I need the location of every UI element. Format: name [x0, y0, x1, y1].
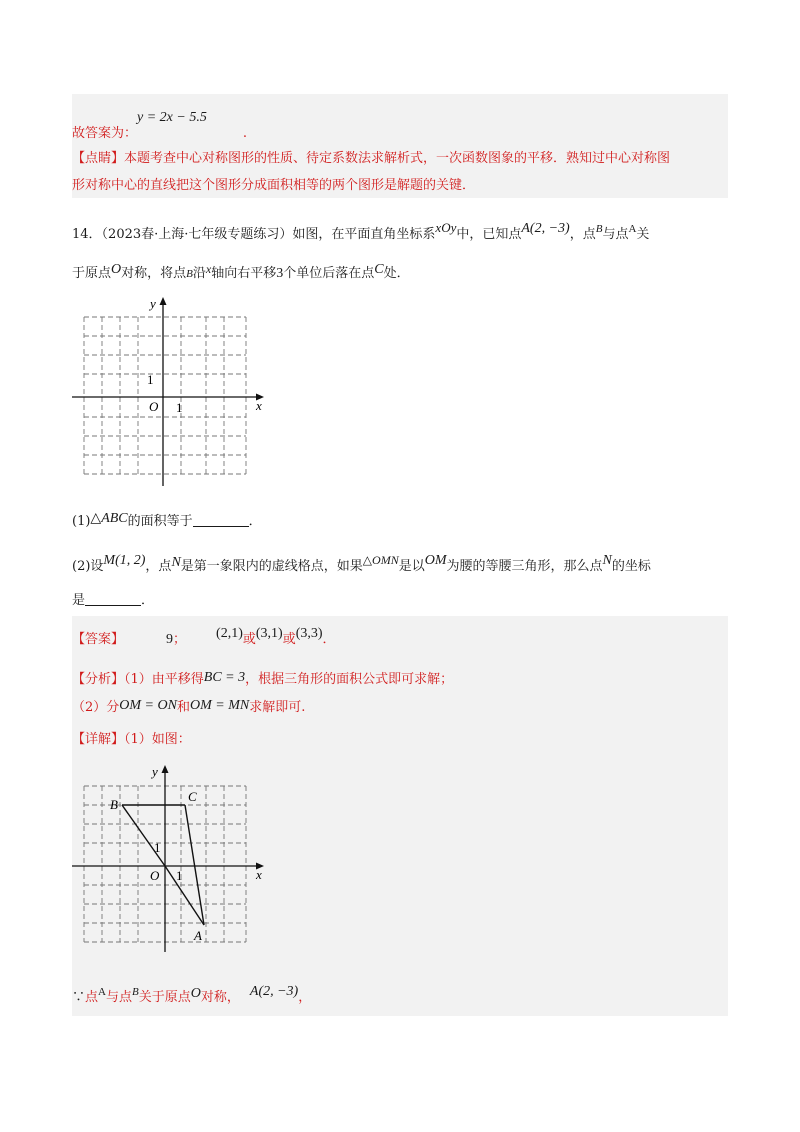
question-line-1: [72, 218, 649, 245]
prev-answer-formula: y = 2x − 5.5: [137, 110, 207, 125]
final-origin: O: [190, 986, 201, 1001]
question-text: 关: [636, 227, 650, 242]
question-text: 如图，在平面直角坐标系: [292, 227, 436, 242]
answer-or-2: 或: [282, 632, 296, 647]
tick-one-x: 1: [176, 400, 183, 415]
prev-solution-box: [72, 94, 728, 198]
detail-text: （1）如图：: [124, 732, 191, 747]
analysis-text: （2）分: [72, 700, 120, 715]
tick-one-y: 1: [154, 840, 161, 855]
bc-equation: BC = 3: [203, 670, 246, 685]
point-b-label: B: [110, 797, 118, 812]
segment-bo: [122, 805, 165, 866]
analysis-text: （1）由平移得: [124, 672, 204, 687]
grid-lines: [84, 317, 246, 474]
prev-answer-prefix: 故答案为：: [72, 126, 138, 141]
origin-label: O: [149, 399, 159, 414]
triangle-omn: △OMN: [362, 553, 399, 567]
question-text: 个单位后落在点: [283, 266, 375, 281]
origin-symbol: O: [111, 262, 122, 277]
analysis-line-1: [72, 668, 453, 690]
final-point-a: A: [98, 986, 106, 998]
prev-answer-suffix: .: [242, 126, 247, 141]
point-n-symbol: N: [171, 555, 181, 570]
point-b-symbol: B: [595, 223, 603, 235]
part2-line-2: [72, 591, 154, 611]
y-axis-label: y: [150, 296, 156, 311]
question-text: 对称，将点: [121, 266, 187, 281]
detail-line: [72, 730, 191, 750]
answer-value-1: 9: [166, 632, 174, 647]
point-c-symbol: C: [374, 262, 384, 277]
question-text: 中，已知点: [456, 227, 522, 242]
dianjing-text-2: 形对称中心的直线把这个图形分成面积相等的两个图形是解题的关键．: [72, 178, 476, 193]
x-axis-symbol: x: [205, 262, 212, 276]
question-text: 轴向右平移: [211, 266, 277, 281]
question-line-2: [72, 259, 410, 284]
point-a-label: A: [194, 928, 202, 943]
x-axis-label: x: [256, 867, 262, 882]
point-a-coord: A(2, −3): [521, 221, 570, 236]
part2-text: 为腰的等腰三角形，那么点: [446, 559, 603, 574]
answer-blank-2: [85, 591, 141, 606]
dianjing-line-1: [72, 149, 670, 169]
part2-line-1: [72, 550, 651, 577]
origin-label: O: [150, 868, 160, 883]
triangle-abc: △ABC: [90, 511, 128, 526]
answer-point-2: (3,1): [255, 626, 283, 641]
final-text: 点: [85, 990, 99, 1005]
grid-figure-1: [70, 296, 270, 486]
question-text: ，点: [569, 227, 596, 242]
answer-or-1: 或: [242, 632, 256, 647]
part2-text: 是以: [398, 559, 425, 574]
part2-prefix: (2)设: [72, 559, 104, 574]
analysis-text: ，根据三角形的面积公式即可求解；: [245, 672, 454, 687]
detail-label: 【详解】: [72, 732, 125, 747]
om-on-equation: OM = ON: [119, 698, 177, 713]
x-axis-label: x: [256, 398, 262, 413]
tick-one-x: 1: [176, 868, 183, 883]
dianjing-text-1: 本题考查中心对称图形的性质、待定系数法求解析式，一次函数图象的平移．熟知过中心对称图: [124, 151, 671, 166]
point-b-symbol-2: B: [186, 268, 193, 280]
point-m-coord: M(1, 2): [103, 553, 146, 568]
final-line: [72, 982, 311, 1008]
tick-one-y: 1: [147, 372, 154, 387]
y-axis-arrow: [160, 297, 167, 305]
part2-end: ．: [141, 593, 155, 608]
answer-point-3: (3,3): [295, 626, 323, 641]
part1-end: ．: [248, 514, 262, 529]
om-mn-equation: OM = MN: [189, 698, 250, 713]
dianjing-line-2: [72, 176, 475, 196]
question-text: 沿: [192, 266, 206, 281]
answer-line: [72, 624, 336, 650]
point-a-symbol: A: [628, 223, 637, 235]
analysis-line-2: [72, 696, 305, 718]
part2-text: 的坐标: [611, 559, 651, 574]
final-point-a-coord: A(2, −3): [249, 984, 299, 999]
final-text: 关于原点: [138, 990, 191, 1005]
dianjing-label: 【点睛】: [72, 151, 125, 166]
because-symbol: ∵: [72, 990, 86, 1005]
analysis-label: 【分析】: [72, 672, 125, 687]
xoy-symbol: xOy: [435, 220, 457, 235]
part2-text: ，点: [145, 559, 172, 574]
solution-box: [72, 616, 728, 1016]
segment-ca: [185, 805, 204, 925]
final-point-b: B: [132, 986, 139, 998]
om-symbol: OM: [424, 553, 447, 568]
grid-figure-2: [70, 762, 270, 952]
answer-end: ．: [322, 632, 336, 647]
final-end: ，: [298, 990, 312, 1005]
question-text: 于原点: [72, 266, 112, 281]
part1-prefix: (1): [72, 514, 91, 529]
final-text: 对称，: [200, 990, 240, 1005]
part1-line: [72, 509, 262, 532]
answer-point-1: (2,1): [216, 626, 243, 641]
number-three: 3: [276, 266, 284, 281]
y-axis-arrow: [162, 765, 169, 773]
y-axis-label: y: [152, 764, 158, 779]
answer-label: 【答案】: [72, 632, 125, 647]
point-c-label: C: [188, 789, 197, 804]
part1-text: 的面积等于: [127, 514, 193, 529]
prev-answer-line: [72, 108, 247, 144]
analysis-text: 和: [176, 700, 190, 715]
part2-text: 是第一象限内的虚线格点，如果: [180, 559, 363, 574]
part2-text: 是: [72, 593, 86, 608]
segment-oa: [165, 866, 204, 925]
answer-sep: ；: [173, 632, 187, 647]
answer-blank-1: [193, 512, 249, 527]
question-number: 14．: [72, 227, 102, 242]
point-n-symbol-2: N: [602, 553, 612, 568]
final-text: 与点: [105, 990, 132, 1005]
question-source: （2023春·上海·七年级专题练习）: [101, 227, 293, 242]
analysis-text: 求解即可.: [249, 700, 306, 715]
question-text: 处．: [383, 266, 410, 281]
question-text: 与点: [602, 227, 629, 242]
